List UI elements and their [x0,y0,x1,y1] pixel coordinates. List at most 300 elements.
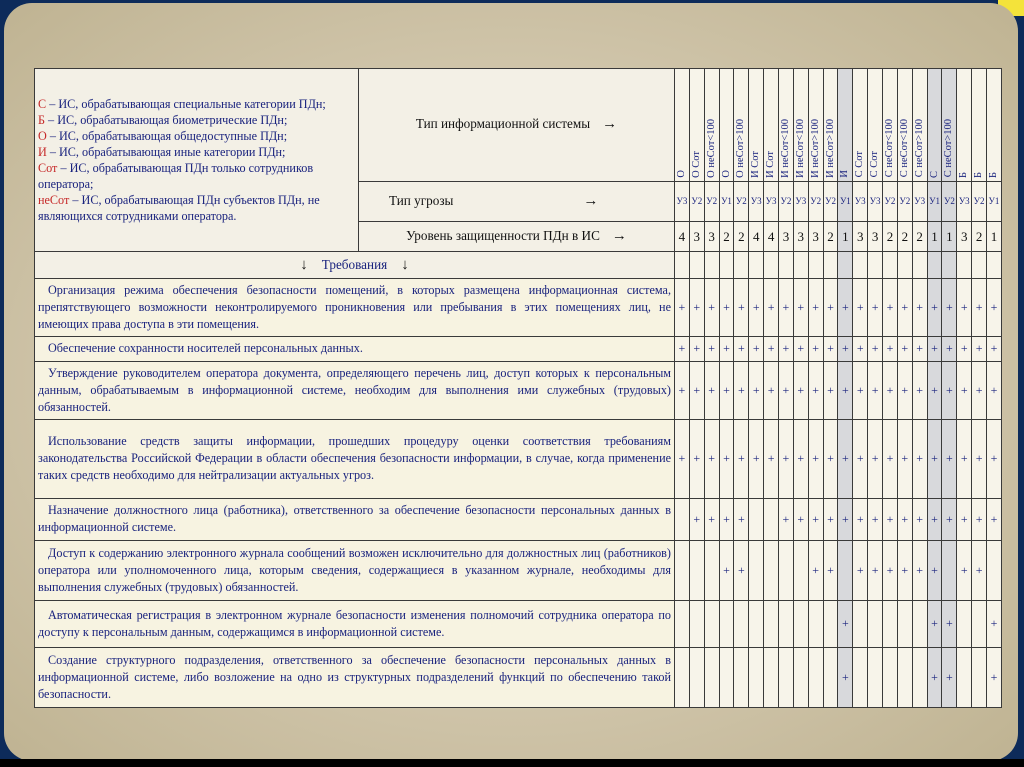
requirement-mark [749,647,764,707]
requirements-header-cell [912,252,927,279]
requirements-header-cell [719,252,734,279]
requirements-header-cell [793,252,808,279]
requirement-mark [719,647,734,707]
requirement-mark: + [957,279,972,336]
requirement-mark [883,647,898,707]
requirement-mark: + [972,279,987,336]
requirement-mark [793,647,808,707]
requirement-mark: + [764,420,779,498]
threat-type-cell: У1 [719,181,734,221]
system-type-cell [868,69,883,182]
requirement-mark: + [912,361,927,419]
requirement-mark [912,601,927,647]
threat-type-cell: У2 [808,181,823,221]
requirement-mark: + [897,498,912,540]
requirement-mark [957,647,972,707]
requirement-mark: + [764,279,779,336]
requirement-mark: + [749,336,764,361]
requirement-mark: + [808,498,823,540]
requirement-mark [734,601,749,647]
threat-type-cell: У3 [749,181,764,221]
requirement-mark: + [838,361,853,419]
requirement-mark: + [838,279,853,336]
requirement-mark: + [987,601,1002,647]
system-type-label: Б [972,171,984,178]
threat-type-cell: У1 [838,181,853,221]
requirement-mark: + [793,498,808,540]
requirement-mark [897,601,912,647]
requirement-mark: + [927,647,942,707]
requirement-mark: + [972,420,987,498]
requirement-mark: + [883,420,898,498]
requirement-mark: + [749,420,764,498]
requirement-mark [704,601,719,647]
requirement-text: Назначение должностного лица (работника), ответственного за обеспечение безопасности персональных данных в информационной системе. [38,503,671,535]
requirement-mark [897,647,912,707]
requirements-header-cell [749,252,764,279]
requirements-table [34,68,1002,708]
protection-level-cell: 3 [779,221,794,251]
system-type-cell [808,69,823,182]
requirement-mark: + [912,336,927,361]
requirements-header-cell [689,252,704,279]
requirement-mark: + [689,336,704,361]
system-type-label: С [928,170,940,178]
requirement-mark: + [689,279,704,336]
requirement-mark: + [793,279,808,336]
requirements-header-cell [764,252,779,279]
threat-type-cell: У3 [853,181,868,221]
requirement-mark [675,601,690,647]
requirement-text-cell [35,540,675,600]
requirement-mark [853,647,868,707]
requirement-mark: + [808,361,823,419]
threat-type-cell: У1 [927,181,942,221]
protection-level-cell: 1 [838,221,853,251]
requirement-mark: + [972,336,987,361]
requirement-mark [853,601,868,647]
requirement-mark: + [927,601,942,647]
protection-level-header: Уровень защищенности ПДн в ИС → [359,221,675,251]
requirement-mark: + [883,336,898,361]
requirement-mark: + [793,336,808,361]
system-type-cell [779,69,794,182]
requirements-header-cell [838,252,853,279]
legend-line-sot: Сот – ИС, обрабатывающая ПДн только сотрудников оператора; [38,161,314,192]
protection-level-cell: 2 [823,221,838,251]
requirement-row [35,647,1002,707]
requirement-mark [689,647,704,707]
requirement-mark: + [927,540,942,600]
requirement-mark: + [897,279,912,336]
requirement-mark: + [942,336,957,361]
requirement-mark: + [912,540,927,600]
requirement-mark: + [749,279,764,336]
requirement-mark [779,601,794,647]
requirement-mark: + [823,336,838,361]
requirement-mark: + [779,498,794,540]
requirement-mark: + [897,540,912,600]
requirement-mark: + [868,540,883,600]
protection-level-cell: 3 [704,221,719,251]
requirement-mark: + [972,540,987,600]
requirement-text: Автоматическая регистрация в электронном журнале безопасности изменения полномочий сотрудника оператора по доступу к персональным данным, содержащимся в информационной системе. [38,607,671,639]
requirement-mark: + [734,361,749,419]
requirement-mark: + [704,420,719,498]
requirement-mark [808,601,823,647]
protection-level-cell: 4 [764,221,779,251]
system-type-cell [957,69,972,182]
requirement-mark: + [957,361,972,419]
system-type-cell [838,69,853,182]
requirements-header-cell [897,252,912,279]
requirement-mark: + [942,279,957,336]
system-type-cell [883,69,898,182]
requirement-mark: + [734,420,749,498]
requirement-mark: + [927,498,942,540]
system-type-label: И неСот>100 [824,118,836,178]
requirement-mark: + [927,336,942,361]
requirement-text: Обеспечение сохранности носителей персональных данных. [48,341,363,356]
requirements-header: ↓ Требования ↓ [35,252,675,279]
system-type-cell [987,69,1002,182]
requirement-mark: + [853,279,868,336]
requirements-header-cell [853,252,868,279]
requirement-mark: + [675,420,690,498]
requirement-mark: + [808,540,823,600]
legend-line-i: И – ИС, обрабатывающая иные категории ПДн; [38,145,286,160]
system-type-label: Б [958,171,969,178]
threat-type-cell: У3 [868,181,883,221]
requirement-mark: + [704,336,719,361]
requirements-header-cell [675,252,690,279]
requirement-mark: + [957,498,972,540]
requirement-mark [808,647,823,707]
requirement-mark [734,647,749,707]
protection-level-cell: 1 [987,221,1002,251]
system-type-label: И неСот<100 [779,118,791,178]
threat-type-cell: У2 [689,181,704,221]
requirement-mark: + [808,420,823,498]
system-type-cell [734,69,749,182]
threat-type-cell: У3 [675,181,690,221]
requirement-mark: + [734,498,749,540]
requirement-mark: + [897,336,912,361]
requirement-mark [823,647,838,707]
requirement-mark [764,540,779,600]
requirement-text-cell [35,420,675,498]
requirement-mark [704,647,719,707]
requirement-mark: + [912,279,927,336]
requirement-mark: + [942,647,957,707]
requirement-mark: + [853,498,868,540]
system-type-header: Тип информационной системы → [359,69,675,182]
requirement-text: Утверждение руководителем оператора документа, определяющего перечень лиц, доступ которых к персональным данным, обрабатываемым в информационной системе, необходим для выполнения ими служебных (трудовых) обязанностей. [38,365,671,414]
requirement-mark: + [838,498,853,540]
requirements-header-cell [957,252,972,279]
requirement-mark [987,540,1002,600]
system-type-cell [972,69,987,182]
requirement-mark [779,647,794,707]
requirement-mark [957,601,972,647]
requirement-text-cell [35,279,675,336]
requirement-text: Доступ к содержанию электронного журнала сообщений возможен исключительно для должностных лиц (работников) оператора или уполномоченного лица, которым сведения, содержащиеся в указанном журнале, необходимы для выполнения служебных (трудовых) обязанностей. [38,546,671,595]
requirement-mark: + [779,279,794,336]
requirement-mark [749,540,764,600]
protection-level-cell: 3 [808,221,823,251]
system-type-label: С неСот<100 [898,119,910,178]
requirement-mark: + [957,420,972,498]
protection-level-cell: 2 [883,221,898,251]
requirement-mark: + [779,361,794,419]
requirement-mark: + [853,420,868,498]
system-type-label: С неСот>100 [913,119,925,178]
bottom-strip [0,759,1024,767]
requirements-header-cell [972,252,987,279]
protection-level-cell: 3 [957,221,972,251]
requirement-text-cell [35,336,675,361]
requirement-mark: + [823,540,838,600]
legend-line-b: Б – ИС, обрабатывающая биометрические ПДн; [38,113,288,128]
requirement-mark [868,601,883,647]
requirement-mark: + [972,361,987,419]
system-type-cell [675,69,690,182]
requirement-mark [749,498,764,540]
protection-level-cell: 2 [897,221,912,251]
requirement-mark [972,647,987,707]
protection-level-cell: 3 [689,221,704,251]
requirement-mark: + [689,498,704,540]
system-type-label: С неСот>100 [943,119,955,178]
requirement-mark: + [868,361,883,419]
requirement-mark: + [764,361,779,419]
requirement-mark [719,601,734,647]
protection-level-cell: 3 [793,221,808,251]
requirement-mark: + [868,498,883,540]
requirement-mark: + [987,279,1002,336]
requirement-mark: + [719,279,734,336]
protection-level-cell: 3 [868,221,883,251]
system-type-cell [823,69,838,182]
requirement-text-cell [35,601,675,647]
requirement-mark: + [838,336,853,361]
requirements-header-cell [942,252,957,279]
requirements-header-cell [883,252,898,279]
requirement-row [35,279,1002,336]
threat-type-cell: У2 [704,181,719,221]
protection-level-cell: 2 [734,221,749,251]
requirements-header-cell [927,252,942,279]
system-type-label: С Сот [853,151,865,178]
requirement-mark [972,601,987,647]
requirement-mark: + [957,336,972,361]
system-type-cell [853,69,868,182]
requirement-mark: + [808,336,823,361]
requirement-row [35,336,1002,361]
requirement-mark: + [704,361,719,419]
requirements-header-cell [808,252,823,279]
requirement-mark: + [987,336,1002,361]
requirement-text-cell [35,498,675,540]
requirement-mark: + [868,336,883,361]
requirement-mark: + [704,498,719,540]
requirement-mark: + [987,361,1002,419]
requirement-mark: + [912,498,927,540]
system-type-label: О неСот>100 [735,118,747,178]
protection-level-cell: 3 [853,221,868,251]
requirement-mark: + [675,361,690,419]
requirement-mark: + [838,647,853,707]
requirement-mark [675,647,690,707]
requirement-mark: + [987,647,1002,707]
requirement-text: Организация режима обеспечения безопасности помещений, в которых размещена информационная система, препятствующего возможности неконтролируемого проникновения или пребывания в этих помещениях лиц, не имеющих права доступа в эти помещения. [38,282,671,331]
requirements-header-cell [868,252,883,279]
requirement-mark [838,540,853,600]
requirements-header-cell [734,252,749,279]
requirement-mark: + [868,420,883,498]
protection-level-cell: 2 [912,221,927,251]
system-type-label: И [839,170,851,178]
threat-type-cell: У3 [764,181,779,221]
requirement-mark [793,540,808,600]
requirement-mark [942,540,957,600]
requirement-mark: + [764,336,779,361]
requirement-mark [704,540,719,600]
system-type-label: О Сот [690,150,702,178]
requirement-mark: + [823,279,838,336]
requirement-mark [749,601,764,647]
system-type-cell [912,69,927,182]
requirements-header-cell [779,252,794,279]
requirement-mark: + [927,420,942,498]
system-type-label: О [720,170,732,178]
requirement-mark: + [689,420,704,498]
requirement-mark: + [719,498,734,540]
system-type-label: И Сот [764,150,776,178]
threat-type-cell: У3 [912,181,927,221]
requirements-header-cell [987,252,1002,279]
threat-type-cell: У2 [883,181,898,221]
requirement-mark: + [883,279,898,336]
requirement-mark: + [808,279,823,336]
threat-type-cell: У2 [972,181,987,221]
requirement-mark: + [853,361,868,419]
requirement-row [35,361,1002,419]
requirement-row [35,420,1002,498]
requirement-mark: + [853,336,868,361]
requirement-mark: + [719,420,734,498]
legend-line-nesot: неСот – ИС, обрабатывающая ПДн субъектов ПДн, не являющихся сотрудниками оператора. [38,193,320,224]
requirement-mark [823,601,838,647]
requirement-mark: + [868,279,883,336]
legend-cell [35,69,359,252]
threat-type-header: Тип угрозы → [359,181,675,221]
system-type-label: И Сот [749,150,761,178]
requirement-mark: + [987,420,1002,498]
legend-line-o: О – ИС, обрабатывающая общедоступные ПДн; [38,129,288,144]
requirement-row [35,601,1002,647]
requirement-mark: + [927,279,942,336]
system-type-label: И неСот<100 [794,118,806,178]
requirement-mark [779,540,794,600]
protection-level-cell: 4 [675,221,690,251]
system-type-label: И неСот>100 [809,118,821,178]
requirement-mark: + [987,498,1002,540]
requirement-row [35,498,1002,540]
system-type-cell [719,69,734,182]
requirement-mark [912,647,927,707]
system-type-cell [793,69,808,182]
requirement-row [35,540,1002,600]
threat-type-cell: У3 [793,181,808,221]
requirements-header-cell [704,252,719,279]
requirement-mark: + [689,361,704,419]
threat-type-cell: У2 [897,181,912,221]
requirement-text: Создание структурного подразделения, ответственного за обеспечение безопасности персональных данных в информационной системе, либо возложение на одно из структурных подразделений функций по обеспечению такой безопасности. [38,652,671,701]
requirement-mark: + [853,540,868,600]
requirement-mark [764,647,779,707]
requirement-mark: + [883,498,898,540]
requirement-mark: + [779,420,794,498]
protection-level-cell: 2 [972,221,987,251]
requirement-mark [675,498,690,540]
requirement-mark: + [719,336,734,361]
requirement-mark: + [942,498,957,540]
requirement-mark [868,647,883,707]
requirement-text: Использование средств защиты информации, прошедших процедуру оценки соответствия требованиям законодательства Российской Федерации в области обеспечения безопасности информации, в случае, когда применение таких средств необходимо для нейтрализации актуальных угроз. [38,434,671,483]
system-type-cell [704,69,719,182]
protection-level-cell: 1 [942,221,957,251]
system-type-label: С неСот<100 [883,119,895,178]
requirement-mark: + [823,498,838,540]
protection-level-cell: 4 [749,221,764,251]
requirement-mark: + [838,420,853,498]
requirement-mark [764,601,779,647]
system-type-cell [942,69,957,182]
requirement-mark [793,601,808,647]
requirement-text-cell [35,647,675,707]
requirement-mark: + [942,601,957,647]
requirement-mark: + [793,420,808,498]
requirement-mark: + [883,361,898,419]
system-type-label: О [675,170,687,178]
protection-level-cell: 2 [719,221,734,251]
requirement-mark: + [883,540,898,600]
system-type-label: О неСот<100 [705,118,717,178]
threat-type-cell: У1 [987,181,1002,221]
requirement-mark: + [734,279,749,336]
requirement-mark [883,601,898,647]
threat-type-cell: У2 [823,181,838,221]
requirement-mark: + [838,601,853,647]
requirement-mark: + [675,336,690,361]
requirement-mark: + [972,498,987,540]
legend-line-s: С – ИС, обрабатывающая специальные категории ПДн; [38,97,326,112]
requirement-mark: + [897,361,912,419]
requirement-mark [689,540,704,600]
requirement-mark [675,540,690,600]
requirement-mark: + [927,361,942,419]
requirement-mark: + [749,361,764,419]
requirement-mark: + [719,540,734,600]
system-type-cell [689,69,704,182]
requirement-text-cell [35,361,675,419]
system-type-label: С Сот [868,151,880,178]
requirement-mark: + [734,336,749,361]
threat-type-cell: У2 [942,181,957,221]
protection-level-cell: 1 [927,221,942,251]
requirement-mark: + [779,336,794,361]
